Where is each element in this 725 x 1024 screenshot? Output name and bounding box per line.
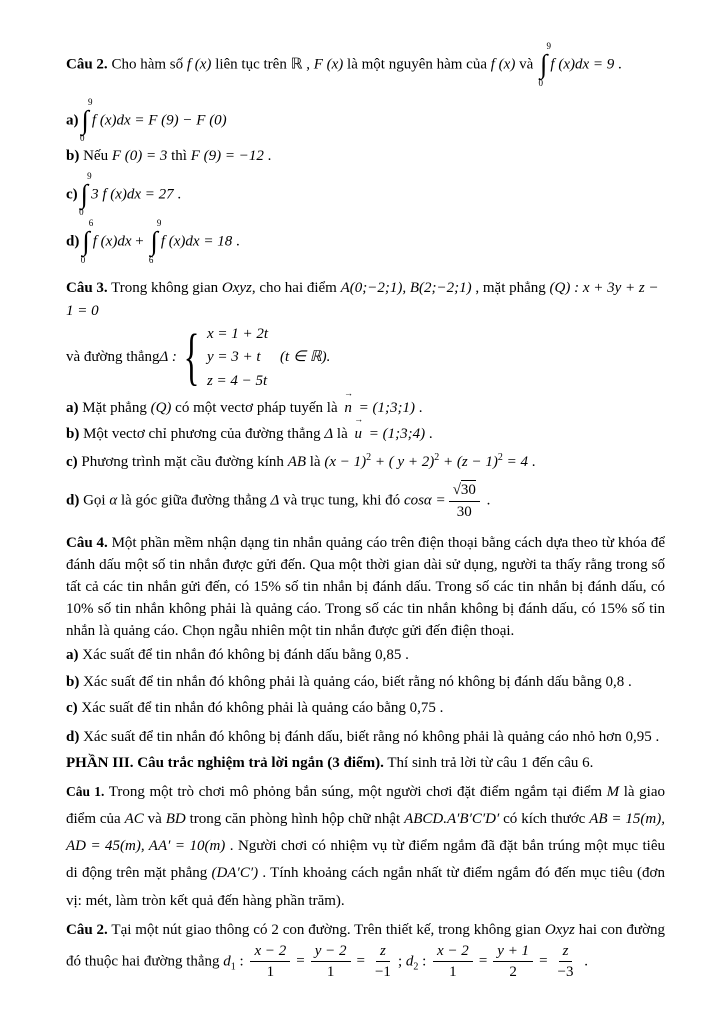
- exponent: 2: [497, 451, 503, 463]
- text-run: và: [143, 810, 166, 827]
- statement-2b: [66, 145, 665, 168]
- text-run: . Người chơi có nhiệm vụ từ điểm ngắm đã đặt bắn trúng một mục tiêu di động trên mặt phẳng: [66, 838, 665, 882]
- fraction-denominator: 30: [456, 504, 472, 521]
- statement-label: c): [66, 186, 78, 203]
- integral: [538, 41, 551, 88]
- math-run: Δ :: [159, 349, 177, 366]
- question-2-label: Câu 2.: [66, 922, 108, 939]
- fraction-denominator: 1: [449, 964, 457, 981]
- integral-upper-bound: 6: [88, 218, 94, 229]
- line-d2-symbol: d: [405, 953, 414, 970]
- subscript: 2: [413, 961, 419, 973]
- math-run: cosα =: [403, 493, 446, 509]
- text-run: có kích thước: [499, 810, 590, 827]
- math-run: ABCD.A′B′C′D′: [404, 810, 500, 827]
- math-run: + (z − 1): [439, 453, 498, 470]
- fraction-denominator: 2: [509, 964, 517, 981]
- text-run: .: [482, 493, 491, 509]
- math-run: + ( y + 2): [371, 453, 435, 470]
- text-run: .: [173, 186, 182, 203]
- vector-arrow-icon: →: [354, 414, 364, 425]
- equation-x: x = 1 + 2t: [206, 326, 269, 343]
- math-run: AB = 15(m), AD = 45(m), AA′ = 10(m): [66, 810, 665, 855]
- text-run: thì: [167, 148, 191, 165]
- text-run: và đường thẳng: [66, 349, 160, 366]
- text-run: .: [232, 233, 240, 250]
- text-run: Một vectơ chỉ phương của đường thẳng: [79, 426, 325, 443]
- vector-letter: u: [354, 426, 362, 443]
- statement-label: a): [66, 399, 79, 416]
- integral-lower-bound: 6: [148, 255, 154, 266]
- text-run: và: [515, 56, 537, 73]
- statement-3b: [66, 414, 665, 446]
- integral-lower-bound: 0: [80, 255, 86, 266]
- part-3-note: Thí sinh trả lời từ câu 1 đến câu 6.: [383, 755, 594, 772]
- text-run: Xác suất để tin nhắn đó không phải là quảng cáo, biết rằng nó không bị đánh dấu bằng 0,8 .: [79, 673, 632, 690]
- text-run: Phương trình mặt cầu đường kính: [77, 453, 288, 470]
- exponent: 2: [434, 451, 440, 463]
- math-run: = (1;3;4): [365, 426, 426, 443]
- math-run: F (0) = 3: [111, 148, 168, 165]
- system-equations: [207, 324, 268, 391]
- text-run: là: [333, 426, 352, 443]
- text-run: Xác suất để tin nhắn đó không phải là quảng cáo bằng 0,75 .: [77, 700, 444, 717]
- math-run: = (1;3;1): [354, 399, 415, 416]
- math-run: AB: [287, 453, 307, 470]
- math-run: F (9) = −12: [190, 148, 264, 165]
- math-run: f (x)dx: [92, 233, 132, 250]
- text-run: Xác suất để tin nhắn đó không bị đánh dấu bằng 0,85 .: [78, 647, 409, 664]
- integral-icon: ∫: [80, 178, 89, 209]
- fraction-denominator: −1: [374, 964, 391, 981]
- line-d1-symbol: d: [223, 953, 231, 970]
- fraction-numerator: y − 2: [311, 942, 351, 963]
- math-run: M: [606, 783, 620, 800]
- math-run: = 4: [502, 453, 528, 470]
- sqrt-icon: √: [452, 482, 461, 499]
- question-2-statement: [66, 42, 665, 88]
- text-run: :: [235, 953, 248, 970]
- text-run: Một phần mềm nhận dạng tin nhắn quảng cáo trên điện thoại bằng cách dựa theo từ khóa để đánh dấu một số tin nhắn được gửi đến. Qua một thời gian dài sử dụng, người ta thấy rằng trong số tất cả các tin nhắn gửi đến, có 15% số tin nhắn bị đánh dấu. Trong số các tin nhắn bị đánh dấu, có 10% số tin nhắn không phải là quảng cáo. Trong số các tin nhắn không bị đánh dấu, có 15% số tin nhắn là quảng cáo. Chọn ngẫu nhiên một tin nhắn được gửi đến điện thoại.: [66, 534, 665, 639]
- fraction-denominator: 1: [326, 964, 335, 981]
- math-run: f (x): [490, 56, 516, 73]
- equation-system: [181, 321, 269, 393]
- equals-sign: =: [478, 953, 488, 970]
- sqrt-argument: 30: [460, 482, 476, 499]
- statement-3c: [66, 450, 665, 474]
- equation-z: z = 4 − 5t: [206, 372, 268, 389]
- math-run: Oxyz: [544, 922, 575, 939]
- text-run: Cho hàm số: [107, 56, 187, 73]
- integral-icon: ∫: [540, 49, 548, 79]
- integral: [79, 96, 93, 144]
- text-run: là: [306, 453, 325, 470]
- math-run: (Q) : x + 3y + z − 1 = 0: [66, 280, 659, 319]
- fraction-sqrt30-over-30: [449, 481, 480, 522]
- fraction-numerator: x − 2: [433, 942, 473, 963]
- math-run: F (x): [313, 56, 344, 73]
- text-run: :: [418, 953, 431, 970]
- integral-upper-bound: 9: [87, 170, 92, 181]
- statement-label: c): [66, 453, 78, 470]
- text-run: , cho hai điểm: [251, 280, 341, 297]
- equals-sign: =: [539, 953, 548, 970]
- text-run: .: [263, 148, 272, 165]
- text-run: ;: [397, 953, 406, 970]
- statement-label: b): [66, 426, 80, 443]
- text-run: Tại một nút giao thông có 2 con đường. Trên thiết kế, trong không gian: [107, 922, 545, 939]
- question-1-label: Câu 1.: [66, 783, 105, 799]
- brace-glyph: {: [183, 321, 200, 393]
- statement-label: b): [66, 148, 80, 165]
- integral-lower-bound: 0: [79, 133, 85, 144]
- statement-2c: [66, 172, 665, 218]
- text-run: liên tục trên ℝ ,: [211, 56, 314, 73]
- fraction-numerator: z: [559, 942, 573, 963]
- math-run: f (x)dx = F (9) − F (0): [91, 111, 227, 128]
- math-run: AC: [124, 810, 144, 827]
- equals-sign: =: [356, 953, 365, 970]
- line-delta-system: [66, 321, 665, 393]
- vector-letter: n: [344, 399, 352, 416]
- fraction: [250, 942, 290, 983]
- exponent: 2: [366, 451, 372, 463]
- integral: [148, 218, 162, 266]
- statement-4b: [66, 671, 665, 694]
- text-run: . Tính khoảng cách ngắn nhất từ điểm ngắm đó đến mục tiêu (đơn vị: mét, làm tròn kết quả đến hàng phần trăm).: [66, 865, 665, 909]
- statement-label: c): [66, 700, 78, 717]
- text-run: +: [131, 233, 148, 250]
- text-run: .: [414, 399, 423, 416]
- part-3-heading: [66, 752, 665, 775]
- text-run: .: [527, 453, 536, 470]
- fraction-numerator: y + 1: [493, 942, 533, 963]
- math-run: f (x)dx = 9: [550, 56, 615, 73]
- statement-label: a): [66, 111, 79, 128]
- integral-icon: ∫: [81, 104, 89, 135]
- vector-n: [344, 387, 353, 420]
- math-run: Oxyz: [221, 280, 252, 297]
- statement-label: d): [66, 233, 80, 250]
- fraction: [371, 942, 395, 983]
- text-run: là một nguyên hàm của: [343, 56, 491, 73]
- integral: [79, 170, 92, 218]
- math-run: f (x)dx = 18: [160, 233, 233, 250]
- fraction-denominator: −3: [557, 964, 574, 981]
- text-run: trong căn phòng hình hộp chữ nhật: [185, 810, 405, 827]
- math-run: BD: [165, 810, 186, 827]
- statement-4a: [66, 644, 665, 667]
- fraction-numerator: [449, 481, 480, 502]
- integral-upper-bound: 9: [87, 96, 93, 107]
- integral-icon: ∫: [82, 226, 90, 257]
- math-run: Δ: [324, 426, 334, 443]
- question-4-statement: [66, 532, 665, 642]
- statement-2a: [66, 98, 665, 144]
- part-3-title: PHẦN III. Câu trắc nghiệm trả lời ngắn (3 điểm).: [66, 755, 384, 772]
- math-run: (DA′C′): [211, 865, 259, 882]
- question-4-label: Câu 4.: [66, 534, 108, 551]
- text-run: là góc giữa đường thẳng: [117, 493, 271, 509]
- statement-3d: [66, 481, 665, 522]
- fraction: [433, 942, 473, 983]
- text-run: .: [614, 56, 622, 73]
- text-run: Nếu: [79, 148, 112, 165]
- text-run: là giao điểm của: [66, 783, 666, 827]
- integral-lower-bound: 0: [79, 207, 84, 218]
- text-run: và trục tung, khi đó: [279, 493, 404, 509]
- math-run: f (x): [186, 56, 212, 73]
- question-3-label: Câu 3.: [66, 280, 108, 297]
- question-3-statement: [66, 277, 665, 322]
- equation-y: y = 3 + t: [206, 349, 261, 366]
- integral-upper-bound: 9: [156, 218, 162, 229]
- fraction: [493, 942, 533, 983]
- text-run: .: [425, 426, 433, 443]
- fraction-numerator: x − 2: [250, 942, 290, 963]
- fraction-numerator: z: [376, 942, 390, 963]
- part3-question-2: [66, 919, 665, 982]
- question-2-label: Câu 2.: [66, 56, 108, 73]
- statement-4d: [66, 726, 665, 749]
- text-run: Mặt phẳng: [78, 399, 151, 416]
- text-run: Trong một trò chơi mô phỏng bắn súng, một người chơi đặt điểm ngắm tại điểm: [104, 783, 607, 800]
- text-run: có một vectơ pháp tuyến là: [171, 399, 342, 416]
- parameter-domain: (t ∈ ℝ).: [280, 349, 331, 366]
- square-root: [453, 480, 476, 498]
- text-run: hai con đường đó thuộc hai đường thẳng: [66, 922, 665, 970]
- subscript: 1: [230, 961, 236, 973]
- math-run: (x − 1): [324, 453, 367, 470]
- statement-label: d): [66, 728, 80, 745]
- fraction-denominator: 1: [266, 964, 275, 981]
- integral-lower-bound: 0: [538, 77, 543, 88]
- math-run: α: [109, 493, 118, 509]
- vector-u: [354, 414, 364, 446]
- text-run: , mặt phẳng: [471, 280, 550, 297]
- integral: [80, 218, 94, 266]
- statement-label: a): [66, 647, 79, 664]
- equals-sign: =: [296, 953, 305, 970]
- statement-2d: [66, 219, 665, 265]
- text-run: .: [580, 953, 588, 970]
- part3-question-1: [66, 779, 665, 915]
- text-run: Gọi: [79, 493, 110, 509]
- text-run: Trong không gian: [107, 280, 222, 297]
- math-run: A(0;−2;1), B(2;−2;1): [340, 280, 472, 297]
- fraction: [554, 942, 578, 983]
- text-run: Xác suất để tin nhắn đó không bị đánh dấu, biết rằng nó không phải là quảng cáo nhỏ hơn 0,95 .: [79, 728, 660, 745]
- fraction: [311, 942, 351, 983]
- statement-3a: [66, 387, 665, 420]
- vector-arrow-icon: →: [344, 387, 353, 398]
- math-run: 3 f (x)dx = 27: [91, 186, 174, 203]
- statement-4c: [66, 697, 665, 720]
- integral-icon: ∫: [150, 226, 158, 257]
- integral-upper-bound: 9: [546, 41, 551, 51]
- statement-label: d): [66, 493, 80, 509]
- statement-label: b): [66, 673, 80, 690]
- math-run: (Q): [150, 399, 172, 416]
- math-run: Δ: [270, 493, 280, 509]
